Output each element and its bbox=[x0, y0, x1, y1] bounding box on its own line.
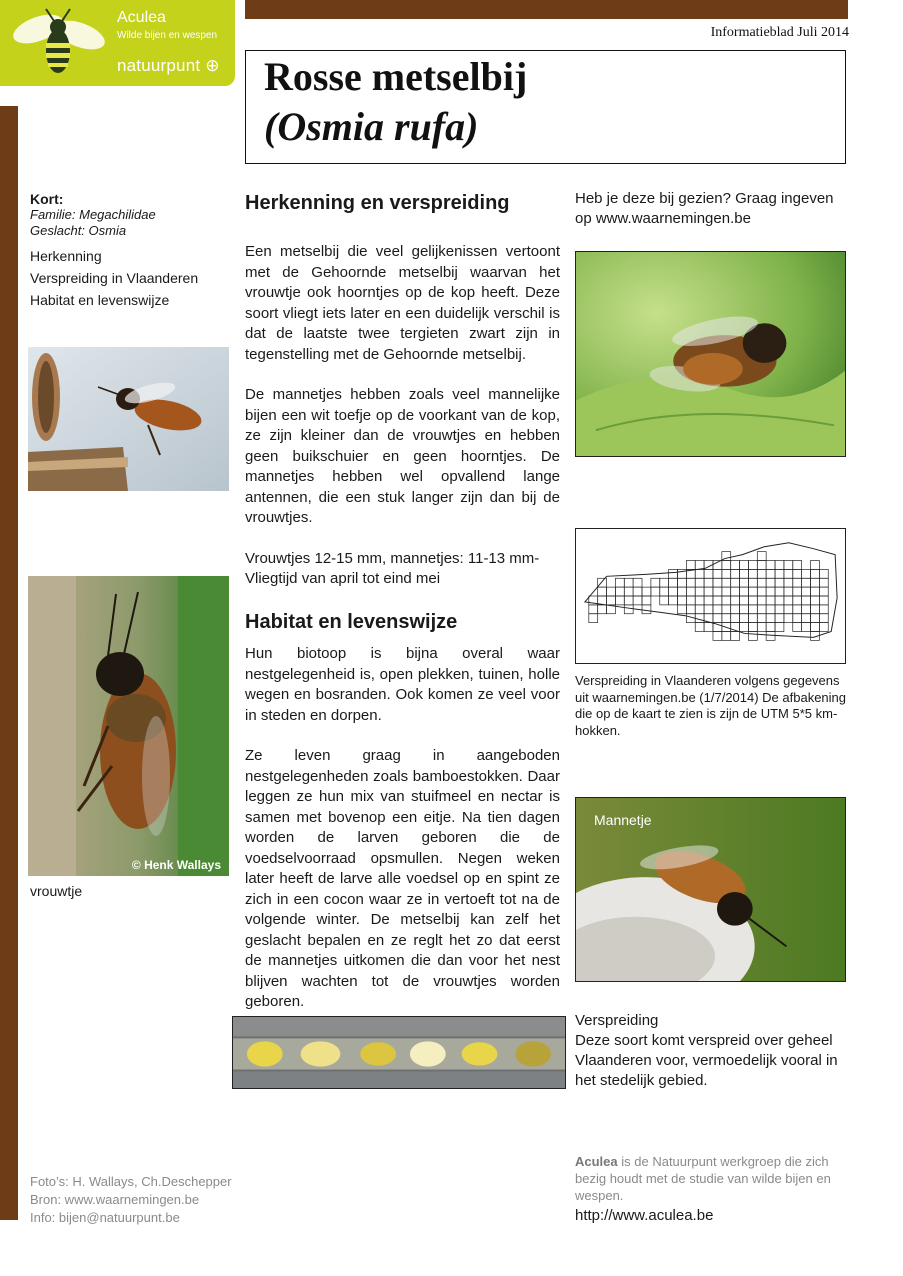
utm-grid-map bbox=[576, 529, 845, 663]
utm-square bbox=[651, 578, 660, 587]
toc-item: Habitat en levenswijze bbox=[30, 292, 170, 308]
utm-square bbox=[793, 578, 802, 587]
utm-square bbox=[802, 596, 811, 605]
utm-square bbox=[722, 605, 731, 614]
verspreiding-title: Verspreiding bbox=[575, 1012, 659, 1029]
utm-square bbox=[811, 569, 820, 578]
utm-square bbox=[660, 578, 669, 587]
utm-square bbox=[766, 596, 775, 605]
utm-square bbox=[686, 561, 695, 570]
utm-square bbox=[731, 561, 740, 570]
utm-square bbox=[740, 561, 749, 570]
utm-square bbox=[784, 569, 793, 578]
size-line: Vrouwtjes 12-15 mm, mannetjes: 11-13 mm- bbox=[245, 549, 540, 567]
utm-square bbox=[722, 578, 731, 587]
utm-square bbox=[819, 596, 828, 605]
utm-square bbox=[793, 596, 802, 605]
utm-square bbox=[740, 587, 749, 596]
utm-square bbox=[757, 578, 766, 587]
utm-square bbox=[677, 578, 686, 587]
table-of-contents bbox=[30, 245, 230, 311]
utm-square bbox=[748, 631, 757, 640]
utm-square bbox=[686, 605, 695, 614]
sidebar-geslacht: Geslacht: Osmia bbox=[30, 223, 127, 238]
left-brown-bar bbox=[0, 106, 18, 1220]
distribution-map bbox=[575, 528, 846, 664]
utm-square bbox=[766, 561, 775, 570]
utm-square bbox=[722, 596, 731, 605]
utm-square bbox=[819, 605, 828, 614]
utm-square bbox=[757, 561, 766, 570]
utm-square bbox=[633, 596, 642, 605]
utm-square bbox=[766, 631, 775, 640]
issue-label: Informatieblad Juli 2014 bbox=[710, 25, 849, 40]
utm-square bbox=[766, 569, 775, 578]
utm-square bbox=[598, 605, 607, 614]
utm-square bbox=[748, 605, 757, 614]
utm-square bbox=[811, 623, 820, 632]
photo-credit: © Henk Wallays bbox=[131, 858, 221, 872]
utm-square bbox=[695, 561, 704, 570]
utm-square bbox=[766, 614, 775, 623]
photo-flying-bee bbox=[28, 347, 229, 491]
utm-square bbox=[793, 569, 802, 578]
bee-logo-icon bbox=[8, 5, 108, 81]
utm-square bbox=[766, 587, 775, 596]
utm-square bbox=[757, 552, 766, 561]
utm-square bbox=[740, 569, 749, 578]
utm-square bbox=[740, 596, 749, 605]
utm-square bbox=[633, 578, 642, 587]
utm-square bbox=[624, 578, 633, 587]
utm-square bbox=[713, 569, 722, 578]
footer-line: Info: bijen@natuurpunt.be bbox=[30, 1210, 180, 1225]
utm-square bbox=[819, 569, 828, 578]
section-herkenning-body bbox=[245, 242, 560, 590]
utm-square bbox=[819, 623, 828, 632]
utm-square bbox=[731, 587, 740, 596]
footer-url-link[interactable]: http://www.aculea.be bbox=[575, 1207, 714, 1224]
utm-square bbox=[660, 587, 669, 596]
top-brown-bar bbox=[245, 0, 848, 19]
aculea-logo bbox=[0, 0, 235, 86]
utm-square bbox=[722, 614, 731, 623]
utm-square bbox=[704, 578, 713, 587]
utm-square bbox=[748, 596, 757, 605]
utm-square bbox=[811, 614, 820, 623]
logo-name: Aculea bbox=[117, 9, 166, 26]
utm-square bbox=[713, 631, 722, 640]
utm-square bbox=[740, 578, 749, 587]
utm-square bbox=[695, 605, 704, 614]
utm-square bbox=[677, 596, 686, 605]
utm-square bbox=[757, 614, 766, 623]
utm-square bbox=[775, 578, 784, 587]
utm-square bbox=[784, 561, 793, 570]
utm-square bbox=[775, 596, 784, 605]
utm-square bbox=[811, 561, 820, 570]
utm-square bbox=[802, 614, 811, 623]
utm-square bbox=[624, 605, 633, 614]
utm-square bbox=[793, 587, 802, 596]
utm-square bbox=[811, 605, 820, 614]
heading-habitat: Habitat en levenswijze bbox=[245, 611, 458, 633]
utm-square bbox=[757, 569, 766, 578]
logo-brand bbox=[117, 56, 220, 76]
footer-aculea: Aculea bbox=[575, 1154, 618, 1169]
utm-square bbox=[748, 578, 757, 587]
utm-square bbox=[766, 605, 775, 614]
utm-square bbox=[819, 614, 828, 623]
utm-square bbox=[819, 587, 828, 596]
utm-square bbox=[598, 587, 607, 596]
paragraph: Een metselbij die veel gelijkenissen vertoont met de Gehoornde metselbij waarvan het vrouwtje ook hoorntjes op de kop heeft. Deze soort vliegt iets later en een duidelijk verschil is dat de laatste twee tergieten zwart zijn in tegenstelling met de Gehoornde metselbij. bbox=[245, 243, 560, 363]
male-label: Mannetje bbox=[594, 812, 652, 828]
utm-square bbox=[731, 578, 740, 587]
toc-item: Verspreiding in Vlaanderen bbox=[30, 270, 199, 286]
utm-square bbox=[802, 605, 811, 614]
utm-square bbox=[615, 596, 624, 605]
utm-square bbox=[704, 587, 713, 596]
utm-square bbox=[731, 605, 740, 614]
map-caption: Verspreiding in Vlaanderen volgens gegevens uit waarnemingen.be (1/7/2014) De afbakening die op de kaart te zien is zijn de UTM 5*5 km-hokken. bbox=[575, 673, 847, 738]
utm-square bbox=[695, 596, 704, 605]
utm-square bbox=[775, 569, 784, 578]
utm-square bbox=[624, 587, 633, 596]
photo-nest-tube bbox=[232, 1016, 566, 1089]
utm-square bbox=[784, 605, 793, 614]
utm-square bbox=[704, 623, 713, 632]
utm-square bbox=[811, 596, 820, 605]
utm-square bbox=[642, 596, 651, 605]
flight-time-line: Vliegtijd van april tot eind mei bbox=[245, 570, 441, 587]
sidebar-kort: Kort: bbox=[30, 191, 64, 207]
utm-square bbox=[748, 569, 757, 578]
utm-square bbox=[615, 587, 624, 596]
utm-square bbox=[615, 578, 624, 587]
utm-square bbox=[757, 596, 766, 605]
page-subtitle-latin: (Osmia rufa) bbox=[264, 104, 479, 149]
utm-square bbox=[731, 596, 740, 605]
utm-square bbox=[802, 587, 811, 596]
utm-square bbox=[793, 614, 802, 623]
heading-herkenning: Herkenning en verspreiding bbox=[245, 192, 510, 214]
utm-square bbox=[589, 614, 598, 623]
utm-square bbox=[686, 578, 695, 587]
utm-square bbox=[757, 623, 766, 632]
photo-bees-on-leaf bbox=[575, 251, 846, 457]
paragraph: De mannetjes hebben zoals veel mannelijke bijen een wit toefje op de voorkant van de kop, ze zijn kleiner dan de vrouwtjes en hebben geen buikschuier en geen hoorntjes. De mannetjes hebben wel opvallend lange antennen, die een stuk langer zijn dan bij de vrouwtjes. bbox=[245, 386, 560, 526]
utm-square bbox=[766, 578, 775, 587]
page-title: Rosse metselbij bbox=[264, 54, 528, 99]
utm-square bbox=[784, 578, 793, 587]
utm-square bbox=[713, 578, 722, 587]
footer-credits bbox=[30, 1173, 232, 1227]
utm-square bbox=[677, 587, 686, 596]
utm-square bbox=[651, 587, 660, 596]
photo-female-bee bbox=[28, 576, 229, 876]
utm-square bbox=[722, 587, 731, 596]
logo-brand-text: natuurpunt bbox=[117, 56, 201, 75]
photo-male-bee bbox=[575, 797, 846, 982]
utm-square bbox=[633, 587, 642, 596]
utm-square bbox=[757, 605, 766, 614]
footer-about-body: is de Natuurpunt werkgroep die zich bezig houdt met de studie van wilde bijen en wespen. bbox=[575, 1154, 831, 1203]
utm-square bbox=[713, 614, 722, 623]
utm-square bbox=[748, 614, 757, 623]
utm-square bbox=[811, 578, 820, 587]
utm-square bbox=[704, 596, 713, 605]
utm-square bbox=[589, 605, 598, 614]
utm-square bbox=[660, 596, 669, 605]
utm-square bbox=[819, 578, 828, 587]
utm-square bbox=[642, 587, 651, 596]
utm-square bbox=[642, 605, 651, 614]
utm-square bbox=[748, 587, 757, 596]
utm-square bbox=[624, 596, 633, 605]
utm-square bbox=[704, 605, 713, 614]
utm-square bbox=[713, 596, 722, 605]
footer-line: Foto’s: H. Wallays, Ch.Deschepper bbox=[30, 1174, 232, 1189]
footer-line: Bron: www.waarnemingen.be bbox=[30, 1192, 200, 1207]
utm-square bbox=[686, 596, 695, 605]
utm-square bbox=[793, 623, 802, 632]
utm-square bbox=[669, 578, 678, 587]
utm-square bbox=[695, 614, 704, 623]
utm-square bbox=[695, 578, 704, 587]
utm-square bbox=[686, 587, 695, 596]
utm-square bbox=[748, 623, 757, 632]
utm-square bbox=[731, 569, 740, 578]
footer-about-text bbox=[575, 1153, 847, 1204]
utm-square bbox=[766, 623, 775, 632]
utm-square bbox=[775, 614, 784, 623]
utm-square bbox=[669, 596, 678, 605]
utm-square bbox=[802, 623, 811, 632]
utm-square bbox=[784, 614, 793, 623]
paragraph: Hun biotoop is bijna overal waar nestgelegenheid is, open plekken, tuinen, holle wegen en bosranden. Ook komen ze veel voor in steden en dorpen. bbox=[245, 645, 560, 724]
utm-square bbox=[713, 605, 722, 614]
utm-square bbox=[775, 623, 784, 632]
utm-square bbox=[802, 578, 811, 587]
paragraph: Ze leven graag in aangeboden nestgelegenheden zoals bamboestokken. Daar leggen ze hun mix van stuifmeel en nectar is samen met bovenop een eitje. Na tien dagen worden de larven geboren die de voedselvoorraad opsmullen. Negen weken later heeft de larve alle voedsel op en spint ze zich in een cocon waar ze in vertoeft tot na de volgende winter. De metselbij kan zelf het geslacht bepalen en ze reglt het zo dat eerst de mannetjes uitkomen die dan voor het nest blijven wachten tot de vrouwtjes worden geboren. bbox=[245, 747, 560, 1010]
utm-square bbox=[811, 587, 820, 596]
utm-square bbox=[731, 614, 740, 623]
utm-square bbox=[607, 587, 616, 596]
utm-square bbox=[740, 623, 749, 632]
photo-caption-female: vrouwtje bbox=[30, 883, 83, 899]
utm-square bbox=[677, 605, 686, 614]
utm-square bbox=[607, 596, 616, 605]
utm-square bbox=[793, 605, 802, 614]
utm-square bbox=[695, 587, 704, 596]
utm-square bbox=[669, 569, 678, 578]
utm-square bbox=[748, 561, 757, 570]
utm-square bbox=[784, 587, 793, 596]
natuurpunt-mark-icon: ⊕ bbox=[200, 56, 220, 75]
utm-square bbox=[722, 631, 731, 640]
utm-square bbox=[775, 605, 784, 614]
utm-square bbox=[740, 605, 749, 614]
section-habitat-body bbox=[245, 644, 560, 1013]
verspreiding-text: Deze soort komt verspreid over geheel Vlaanderen voor, vermoedelijk vooral in het stedelijk gebied. bbox=[575, 1032, 838, 1089]
utm-square bbox=[704, 569, 713, 578]
utm-square bbox=[775, 587, 784, 596]
utm-square bbox=[695, 569, 704, 578]
utm-square bbox=[731, 631, 740, 640]
intro-text: Heb je deze bij gezien? Graag ingeven op www.waarnemingen.be bbox=[575, 190, 834, 227]
utm-square bbox=[793, 561, 802, 570]
utm-square bbox=[695, 623, 704, 632]
logo-tagline: Wilde bijen en wespen bbox=[117, 30, 218, 41]
utm-square bbox=[775, 561, 784, 570]
utm-square bbox=[802, 569, 811, 578]
utm-square bbox=[713, 587, 722, 596]
title-box bbox=[245, 50, 846, 164]
footer-about bbox=[575, 1153, 847, 1224]
utm-square bbox=[757, 587, 766, 596]
verspreiding-block bbox=[575, 1011, 847, 1091]
utm-square bbox=[722, 561, 731, 570]
utm-square bbox=[722, 569, 731, 578]
utm-square bbox=[669, 587, 678, 596]
toc-item: Herkenning bbox=[30, 248, 102, 264]
utm-square bbox=[740, 614, 749, 623]
sidebar bbox=[30, 191, 230, 311]
utm-square bbox=[784, 596, 793, 605]
sidebar-familie: Familie: Megachilidae bbox=[30, 207, 156, 222]
